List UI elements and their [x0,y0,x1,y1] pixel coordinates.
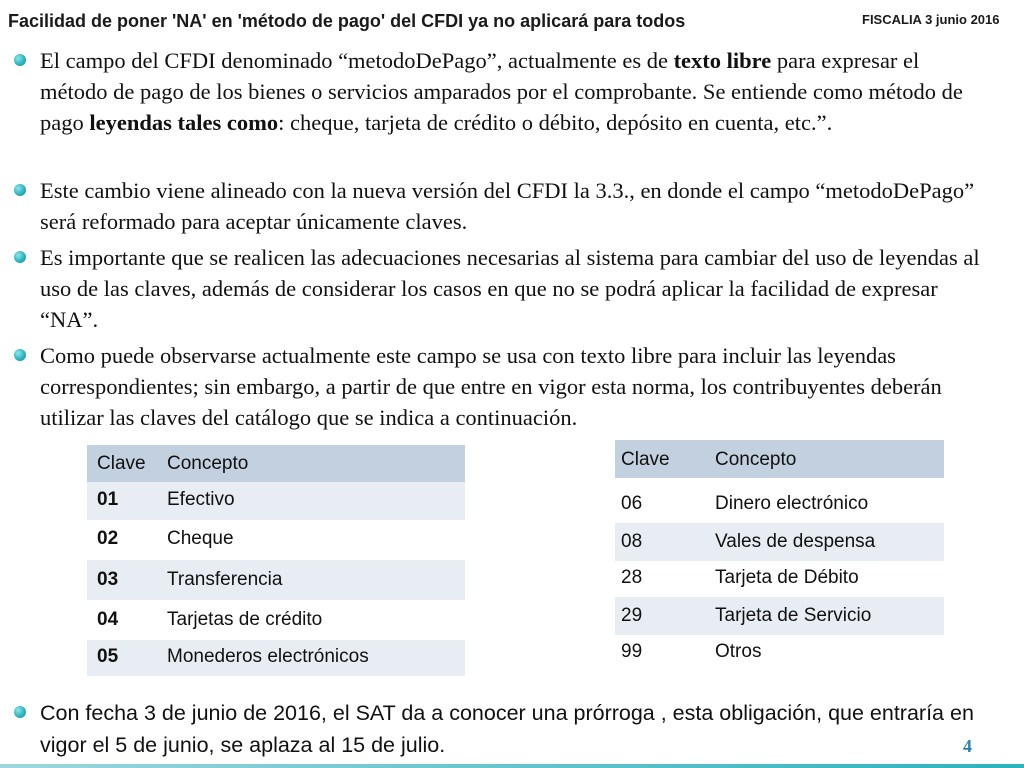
table-row [87,600,465,640]
payment-codes-table-1 [87,445,465,676]
table-row [615,523,944,561]
page-number: 4 [963,736,972,756]
row-clave: 04 [97,609,119,630]
table-row [87,640,465,676]
row-concepto: Otros [715,641,762,662]
row-concepto: Tarjetas de crédito [167,609,323,630]
bullet-item [40,175,990,237]
row-concepto: Dinero electrónico [715,493,869,514]
row-concepto: Cheque [167,528,234,549]
table-row [615,478,944,523]
bullet-bold-text: leyendas tales como [89,110,279,135]
header-concepto: Concepto [167,453,249,474]
source-tag: FISCALIA 3 junio 2016 [862,12,1000,27]
row-clave: 29 [621,605,643,626]
table-row [87,560,465,600]
bullet-icon [14,251,26,263]
bullet-item [40,697,990,761]
table-row [615,561,944,597]
row-concepto: Tarjeta de Débito [715,567,859,588]
row-clave: 02 [97,528,119,549]
table-row [87,482,465,520]
bullet-text: Con fecha 3 de junio de 2016, el SAT da a conocer una prórroga , esta obligación, que entraría en vigor el 5 de junio, se aplaza al 15 de julio. [40,701,974,757]
payment-codes-table-2 [615,440,944,676]
bullet-icon [14,349,26,361]
table-row [87,520,465,560]
header-clave: Clave [621,449,670,470]
table-row [615,597,944,635]
row-concepto: Tarjeta de Servicio [715,605,872,626]
row-concepto: Transferencia [167,569,283,590]
bullet-text: para expresar el método de pago de los bienes o servicios amparados por el comprobante. Se entiende como método de pago [40,48,963,135]
row-clave: 28 [621,567,643,588]
bullet-text: Como puede observarse actualmente este campo se usa con texto libre para incluir las leyendas correspondientes; sin embargo, a partir de que entre en vigor esta norma, los contribuyentes deberán utilizar las claves del catálogo que se indica a continuación. [40,343,942,430]
footer-accent-bar [0,764,1024,768]
bullet-icon [14,54,26,66]
bullet-icon [14,706,26,718]
bullet-text: Este cambio viene alineado con la nueva versión del CFDI la 3.3., en donde el campo “metodoDePago” será reformado para aceptar únicamente claves. [40,178,975,234]
row-concepto: Monederos electrónicos [167,646,369,667]
row-clave: 99 [621,641,643,662]
row-concepto: Vales de despensa [715,531,876,552]
header-clave: Clave [97,453,146,474]
bullet-item [40,242,990,335]
row-concepto: Efectivo [167,489,235,510]
row-clave: 01 [97,489,119,510]
table-header-row [87,445,465,482]
bullet-item [40,45,990,138]
table-header-row [615,440,944,478]
bullet-text: Es importante que se realicen las adecuaciones necesarias al sistema para cambiar del uso de leyendas al uso de las claves, además de considerar los casos en que no se podrá aplicar la facilidad de expresar “NA”. [40,245,980,332]
bullet-icon [14,184,26,196]
table-row [615,635,944,676]
row-clave: 05 [97,646,119,667]
slide-title: Facilidad de poner 'NA' en 'método de pago' del CFDI ya no aplicará para todos [8,11,686,31]
bullet-text: El campo del CFDI denominado “metodoDePago”, actualmente es de [40,48,674,73]
header-concepto: Concepto [715,449,797,470]
row-clave: 08 [621,531,643,552]
row-clave: 06 [621,493,643,514]
bullet-bold-text: texto libre [673,48,772,73]
bullet-text: : cheque, tarjeta de crédito o débito, depósito en cuenta, etc.”. [278,110,833,135]
bullet-item [40,340,990,433]
row-clave: 03 [97,569,119,590]
